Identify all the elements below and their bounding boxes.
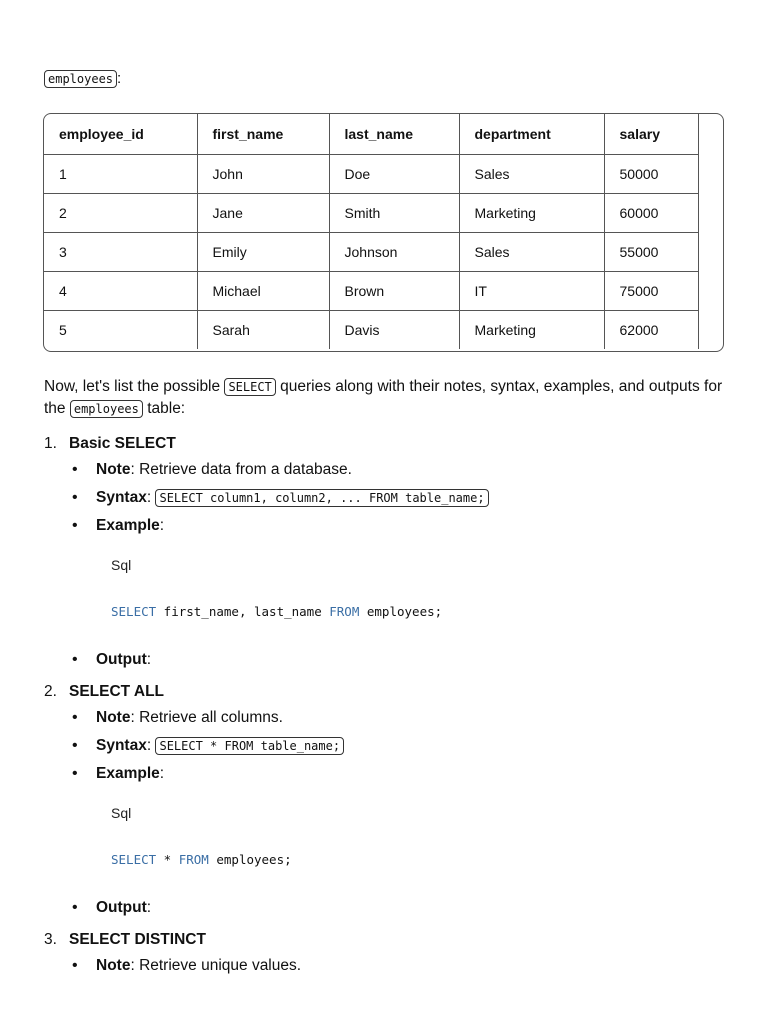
header-first-name: first_name (197, 114, 329, 154)
note-text: : Retrieve unique values. (130, 957, 302, 974)
cell: 3 (44, 232, 197, 271)
syntax-label: Syntax (96, 489, 147, 506)
code-line (111, 852, 744, 867)
header-last-name: last_name (329, 114, 459, 154)
paragraph-text: Now, let's list the possible (44, 378, 225, 395)
section-select-all (44, 680, 744, 922)
section-number: 3. (44, 931, 57, 948)
section-bullets (44, 952, 744, 980)
output-colon: : (146, 899, 152, 916)
cell: Brown (329, 271, 459, 310)
code-line (111, 604, 744, 619)
section-bullets (44, 704, 744, 788)
keyword: SELECT (111, 604, 157, 619)
example-label: Example (96, 765, 160, 782)
code-text: employees; (208, 852, 292, 867)
table-row (44, 232, 698, 271)
output-colon: : (146, 651, 152, 668)
paragraph-text: queries along with their notes, syntax, examples, and outputs for the (44, 378, 723, 417)
code-text: first_name, last_name (156, 604, 330, 619)
section-title: Basic SELECT (69, 435, 176, 452)
section-bullets (44, 894, 744, 922)
output-item (44, 894, 744, 922)
inline-code-employees: employees (70, 400, 143, 418)
caption-colon: : (117, 70, 122, 87)
note-label: Note (96, 709, 131, 726)
note-item (44, 704, 744, 732)
example-colon: : (159, 517, 165, 534)
employees-table (44, 114, 699, 349)
cell: 62000 (604, 310, 698, 349)
cell: Davis (329, 310, 459, 349)
cell: Michael (197, 271, 329, 310)
syntax-code: SELECT * FROM table_name; (155, 737, 344, 755)
section-title: SELECT ALL (69, 683, 165, 700)
section-heading (44, 928, 744, 952)
keyword: SELECT (111, 852, 157, 867)
note-text: : Retrieve all columns. (130, 709, 283, 726)
code-text: * (156, 852, 179, 867)
header-salary: salary (604, 114, 698, 154)
section-heading (44, 680, 744, 704)
header-department: department (459, 114, 604, 154)
note-text: : Retrieve data from a database. (130, 461, 352, 478)
cell: 1 (44, 154, 197, 193)
table-row (44, 154, 698, 193)
cell: IT (459, 271, 604, 310)
paragraph-text: table: (142, 400, 186, 417)
cell: 5 (44, 310, 197, 349)
cell: 2 (44, 193, 197, 232)
section-select-distinct (44, 928, 744, 980)
employees-table-container (43, 113, 724, 352)
section-title: SELECT DISTINCT (69, 931, 206, 948)
syntax-code: SELECT column1, column2, ... FROM table_name; (155, 489, 488, 507)
keyword: FROM (178, 852, 209, 867)
syntax-item (44, 732, 744, 760)
section-number: 1. (44, 435, 57, 452)
code-block (111, 540, 744, 646)
code-text: employees; (359, 604, 443, 619)
note-item (44, 456, 744, 484)
table-row (44, 193, 698, 232)
example-colon: : (159, 765, 165, 782)
code-language-label: Sql (111, 557, 132, 573)
syntax-colon: : (146, 489, 152, 506)
inline-code-employees: employees (44, 70, 117, 88)
cell: 60000 (604, 193, 698, 232)
cell: Emily (197, 232, 329, 271)
cell: Sarah (197, 310, 329, 349)
section-heading (44, 432, 744, 456)
cell: 55000 (604, 232, 698, 271)
syntax-label: Syntax (96, 737, 147, 754)
table-row (44, 310, 698, 349)
example-label: Example (96, 517, 160, 534)
cell: Sales (459, 154, 604, 193)
output-item (44, 646, 744, 674)
section-number: 2. (44, 683, 57, 700)
cell: Marketing (459, 310, 604, 349)
intro-paragraph (44, 376, 734, 420)
table-caption (44, 70, 121, 87)
header-employee-id: employee_id (44, 114, 197, 154)
code-language-label: Sql (111, 805, 132, 821)
output-label: Output (96, 651, 147, 668)
syntax-colon: : (146, 737, 152, 754)
note-label: Note (96, 957, 131, 974)
note-label: Note (96, 461, 131, 478)
inline-code-select: SELECT (224, 378, 275, 396)
keyword: FROM (329, 604, 360, 619)
cell: Jane (197, 193, 329, 232)
cell: 50000 (604, 154, 698, 193)
note-item (44, 952, 744, 980)
section-basic-select (44, 432, 744, 674)
cell: John (197, 154, 329, 193)
cell: Johnson (329, 232, 459, 271)
table-row (44, 271, 698, 310)
example-item (44, 760, 744, 788)
table-header-row (44, 114, 698, 154)
cell: 75000 (604, 271, 698, 310)
cell: Marketing (459, 193, 604, 232)
select-query-list (44, 432, 744, 986)
example-item (44, 512, 744, 540)
section-bullets (44, 646, 744, 674)
cell: Sales (459, 232, 604, 271)
cell: Smith (329, 193, 459, 232)
cell: Doe (329, 154, 459, 193)
section-bullets (44, 456, 744, 540)
cell: 4 (44, 271, 197, 310)
output-label: Output (96, 899, 147, 916)
code-block (111, 788, 744, 894)
syntax-item (44, 484, 744, 512)
